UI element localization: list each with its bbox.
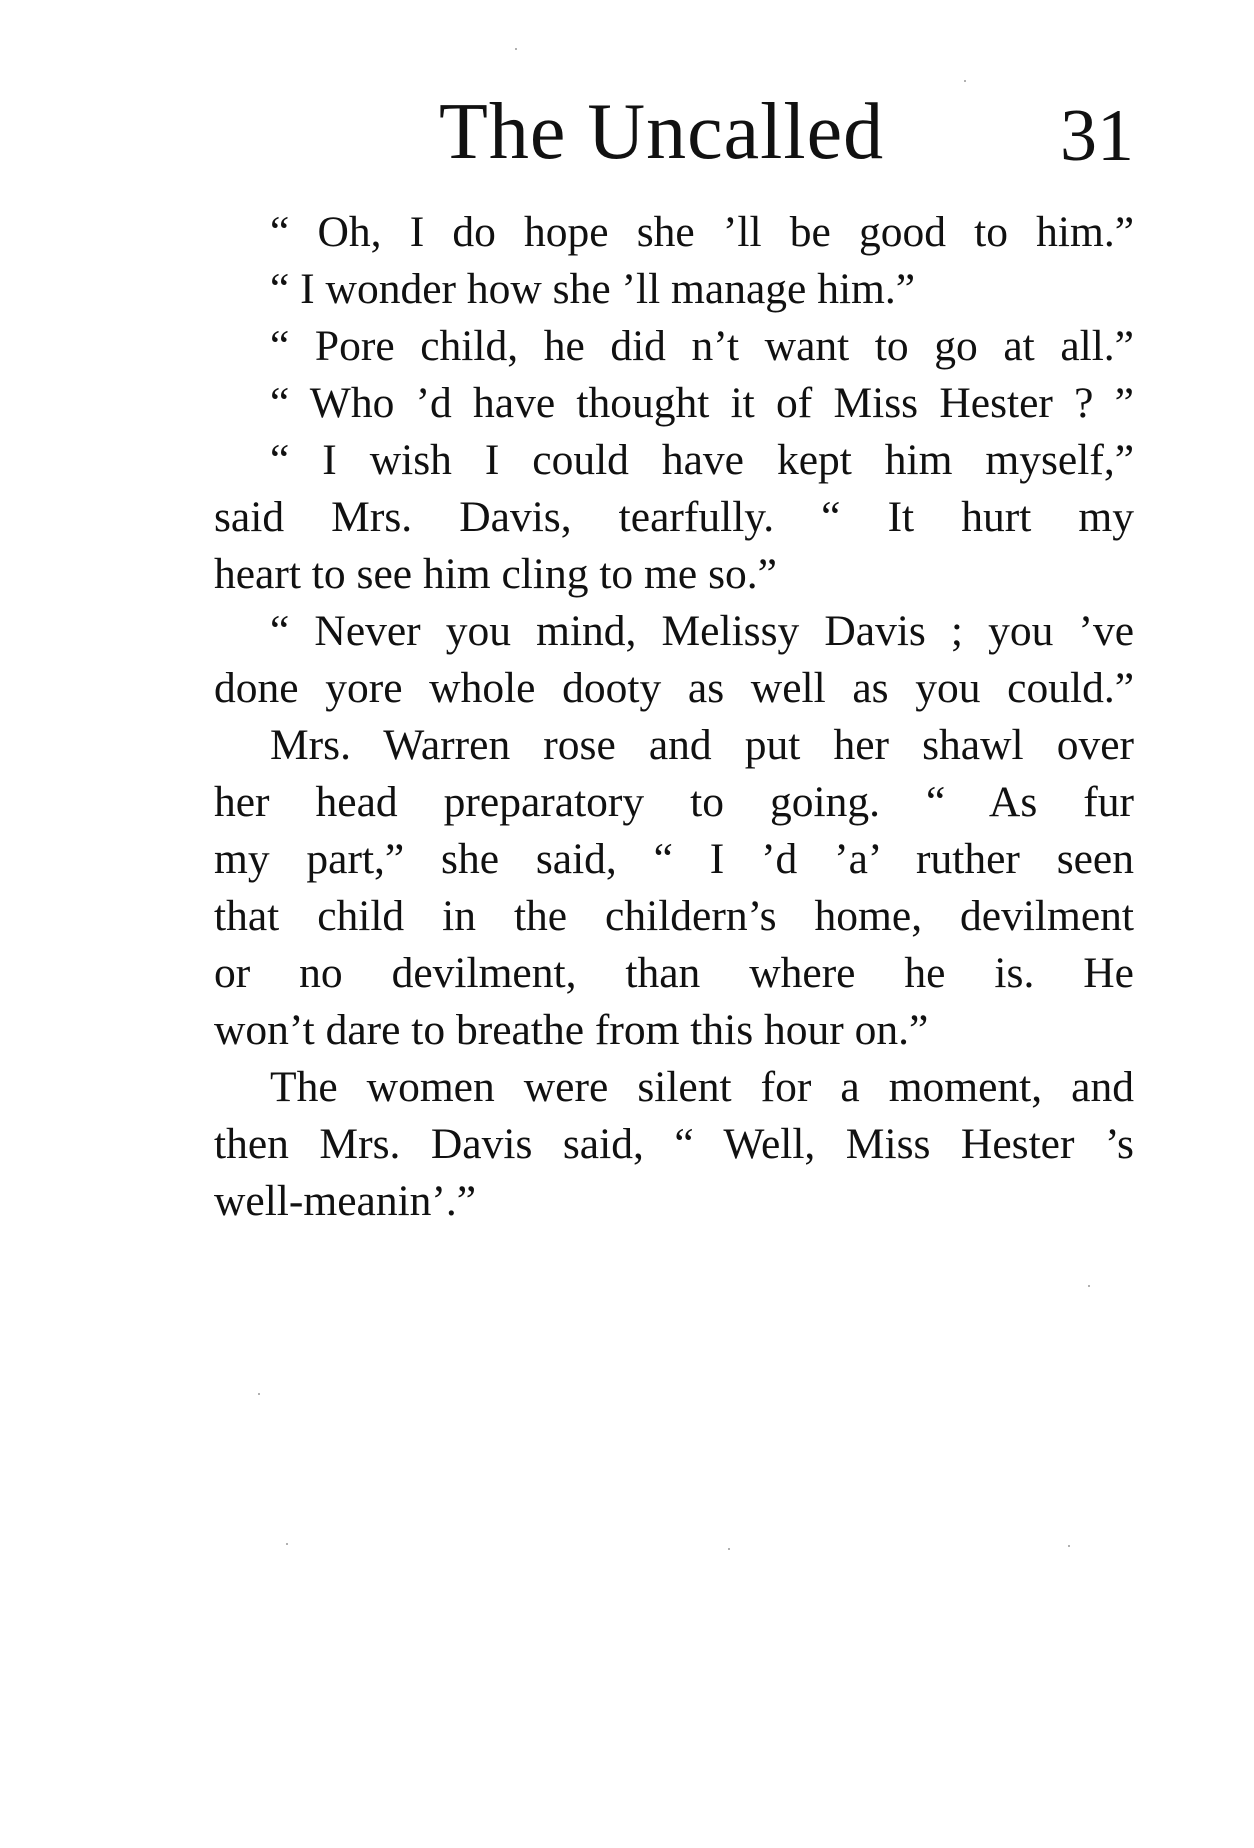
text-line: that child in the childern’s home, devilment: [214, 892, 1134, 940]
scan-speck: [964, 80, 966, 82]
running-title: The Uncalled: [439, 88, 885, 176]
text-line: “ Who ’d have thought it of Miss Hester ? ”: [270, 379, 1134, 427]
text-line: heart to see him cling to me so.”: [214, 550, 777, 598]
text-line: “ Pore child, he did n’t want to go at all.”: [270, 322, 1134, 370]
text-line: The women were silent for a moment, and: [270, 1063, 1134, 1111]
text-line: won’t dare to breathe from this hour on.”: [214, 1006, 929, 1054]
text-line: my part,” she said, “ I ’d ’a’ ruther seen: [214, 835, 1134, 883]
text-line: Mrs. Warren rose and put her shawl over: [270, 721, 1134, 769]
page-header: [214, 82, 1134, 182]
text-line: “ I wonder how she ’ll manage him.”: [270, 265, 916, 313]
text-line: or no devilment, than where he is. He: [214, 949, 1134, 997]
scan-speck: [258, 1393, 260, 1395]
text-line: “ Oh, I do hope she ’ll be good to him.”: [270, 208, 1134, 256]
body-text: [214, 204, 1134, 1230]
text-line: said Mrs. Davis, tearfully. “ It hurt my: [214, 493, 1134, 541]
text-line: “ Never you mind, Melissy Davis ; you ’ve: [270, 607, 1134, 655]
scan-speck: [1088, 1285, 1090, 1287]
scan-speck: [515, 48, 517, 50]
page-number: 31: [1060, 95, 1134, 177]
text-line: then Mrs. Davis said, “ Well, Miss Hester ’s: [214, 1120, 1134, 1168]
scan-speck: [286, 1543, 288, 1545]
text-line: done yore whole dooty as well as you could.”: [214, 664, 1134, 712]
text-line: her head preparatory to going. “ As fur: [214, 778, 1134, 826]
text-line: well-meanin’.”: [214, 1177, 477, 1225]
scan-speck: [1068, 1545, 1070, 1547]
scan-speck: [728, 1548, 730, 1550]
text-line: “ I wish I could have kept him myself,”: [270, 436, 1134, 484]
